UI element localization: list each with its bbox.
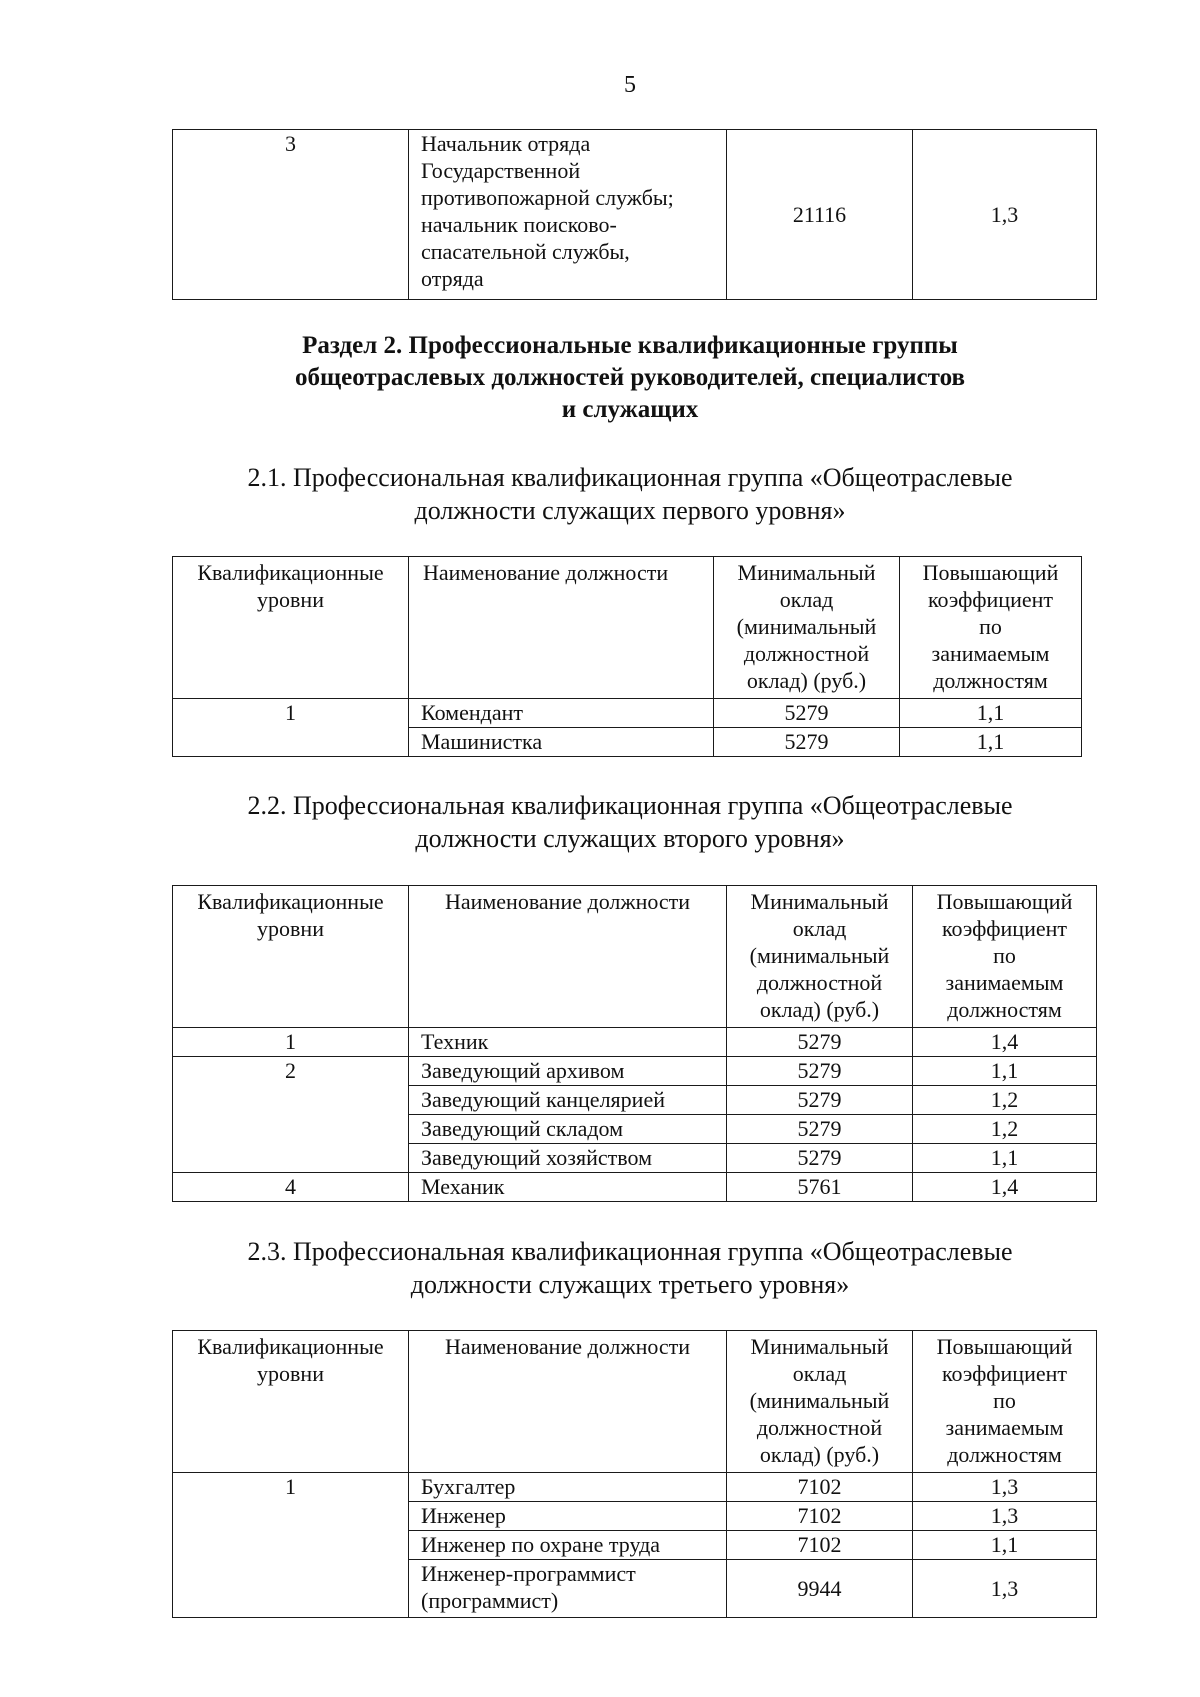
- coefficient-cell: 1,2: [913, 1086, 1097, 1115]
- group-2-1-table: [172, 556, 1082, 757]
- subsection-title-line: 2.2. Профессиональная квалификационная группа «Общеотраслевые: [247, 791, 1013, 820]
- group-2-2-table: [172, 885, 1097, 1202]
- group-2-1-title: [0, 461, 1200, 527]
- salary-cell: 5279: [714, 699, 900, 728]
- level-cell: 1: [173, 699, 409, 757]
- table-row: [173, 1028, 1097, 1057]
- coefficient-cell: 1,4: [913, 1028, 1097, 1057]
- subsection-title-line: должности служащих третьего уровня»: [410, 1270, 850, 1299]
- position-name-cell: Механик: [409, 1173, 727, 1202]
- coefficient-cell: 1,3: [913, 1473, 1097, 1502]
- position-name-cell: Заведующий архивом: [409, 1057, 727, 1086]
- position-name-header: Наименование должности: [409, 1331, 727, 1473]
- position-name-line: (программист): [421, 1588, 559, 1613]
- section-title-line: Раздел 2. Профессиональные квалификационные группы: [302, 332, 958, 359]
- level-header: Квалификационные уровни: [173, 1331, 409, 1473]
- position-name-line: отряда: [421, 266, 484, 291]
- salary-cell: 5279: [727, 1057, 913, 1086]
- coefficient-cell: 1,3: [913, 1502, 1097, 1531]
- coefficient-cell: 1,1: [900, 728, 1082, 757]
- position-name-cell: [409, 1560, 727, 1618]
- position-name-cell: Заведующий хозяйством: [409, 1144, 727, 1173]
- header-row: [173, 886, 1097, 1028]
- salary-header: Минимальный оклад (минимальный должностной оклад) (руб.): [727, 886, 913, 1028]
- header-row: [173, 557, 1082, 699]
- salary-header: Минимальный оклад (минимальный должностной оклад) (руб.): [714, 557, 900, 699]
- group-2-3-table: [172, 1330, 1097, 1618]
- level-cell: 2: [173, 1057, 409, 1173]
- salary-cell: 9944: [727, 1560, 913, 1618]
- salary-cell: 5279: [727, 1028, 913, 1057]
- position-name-cell: [409, 130, 727, 300]
- subsection-title-line: 2.3. Профессиональная квалификационная группа «Общеотраслевые: [247, 1237, 1013, 1266]
- position-name-line: спасательной службы,: [421, 239, 630, 264]
- position-name-cell: Инженер: [409, 1502, 727, 1531]
- salary-cell: 7102: [727, 1473, 913, 1502]
- table-row: [173, 1473, 1097, 1502]
- table-row: [173, 699, 1082, 728]
- level-header: Квалификационные уровни: [173, 886, 409, 1028]
- coefficient-cell: 1,4: [913, 1173, 1097, 1202]
- position-name-cell: Инженер по охране труда: [409, 1531, 727, 1560]
- subsection-title-line: должности служащих первого уровня»: [414, 496, 846, 525]
- coefficient-cell: 1,1: [913, 1057, 1097, 1086]
- table-row: [173, 1173, 1097, 1202]
- table-row: [173, 130, 1097, 300]
- header-row: [173, 1331, 1097, 1473]
- subsection-title-line: должности служащих второго уровня»: [415, 824, 845, 853]
- coefficient-cell: 1,1: [913, 1144, 1097, 1173]
- position-name-line: Начальник отряда: [421, 131, 591, 156]
- coefficient-header: Повышающий коэффициент по занимаемым должностям: [900, 557, 1082, 699]
- coefficient-cell: 1,3: [913, 130, 1097, 300]
- position-name-line: Инженер-программист: [421, 1561, 636, 1586]
- top-continuation-table: [172, 129, 1097, 300]
- section-title-line: общеотраслевых должностей руководителей, специалистов: [295, 364, 965, 391]
- position-name-cell: Техник: [409, 1028, 727, 1057]
- level-cell: 3: [173, 130, 409, 300]
- page-number: 5: [624, 72, 636, 98]
- level-header: Квалификационные уровни: [173, 557, 409, 699]
- position-name-header: Наименование должности: [409, 557, 714, 699]
- position-name-cell: Заведующий канцелярией: [409, 1086, 727, 1115]
- salary-header: Минимальный оклад (минимальный должностной оклад) (руб.): [727, 1331, 913, 1473]
- salary-cell: 5279: [727, 1115, 913, 1144]
- coefficient-cell: 1,1: [913, 1531, 1097, 1560]
- subsection-title-line: 2.1. Профессиональная квалификационная группа «Общеотраслевые: [247, 463, 1013, 492]
- coefficient-header: Повышающий коэффициент по занимаемым должностям: [913, 1331, 1097, 1473]
- group-2-2-title: [0, 789, 1200, 855]
- position-name-line: Государственной: [421, 158, 581, 183]
- salary-cell: 5761: [727, 1173, 913, 1202]
- level-cell: 1: [173, 1028, 409, 1057]
- coefficient-cell: 1,3: [913, 1560, 1097, 1618]
- salary-cell: 5279: [714, 728, 900, 757]
- table-row: [173, 1057, 1097, 1086]
- salary-cell: 5279: [727, 1144, 913, 1173]
- group-2-3-title: [0, 1235, 1200, 1301]
- section-2-title: [0, 330, 1200, 426]
- salary-cell: 5279: [727, 1086, 913, 1115]
- position-name-cell: Заведующий складом: [409, 1115, 727, 1144]
- salary-cell: 21116: [727, 130, 913, 300]
- coefficient-header: Повышающий коэффициент по занимаемым должностям: [913, 886, 1097, 1028]
- level-cell: 1: [173, 1473, 409, 1618]
- position-name-line: начальник поисково-: [421, 212, 617, 237]
- position-name-line: противопожарной службы;: [421, 185, 674, 210]
- salary-cell: 7102: [727, 1531, 913, 1560]
- coefficient-cell: 1,2: [913, 1115, 1097, 1144]
- position-name-cell: Машинистка: [409, 728, 714, 757]
- position-name-cell: Бухгалтер: [409, 1473, 727, 1502]
- section-title-line: и служащих: [561, 396, 699, 423]
- level-cell: 4: [173, 1173, 409, 1202]
- position-name-cell: Комендант: [409, 699, 714, 728]
- coefficient-cell: 1,1: [900, 699, 1082, 728]
- salary-cell: 7102: [727, 1502, 913, 1531]
- position-name-header: Наименование должности: [409, 886, 727, 1028]
